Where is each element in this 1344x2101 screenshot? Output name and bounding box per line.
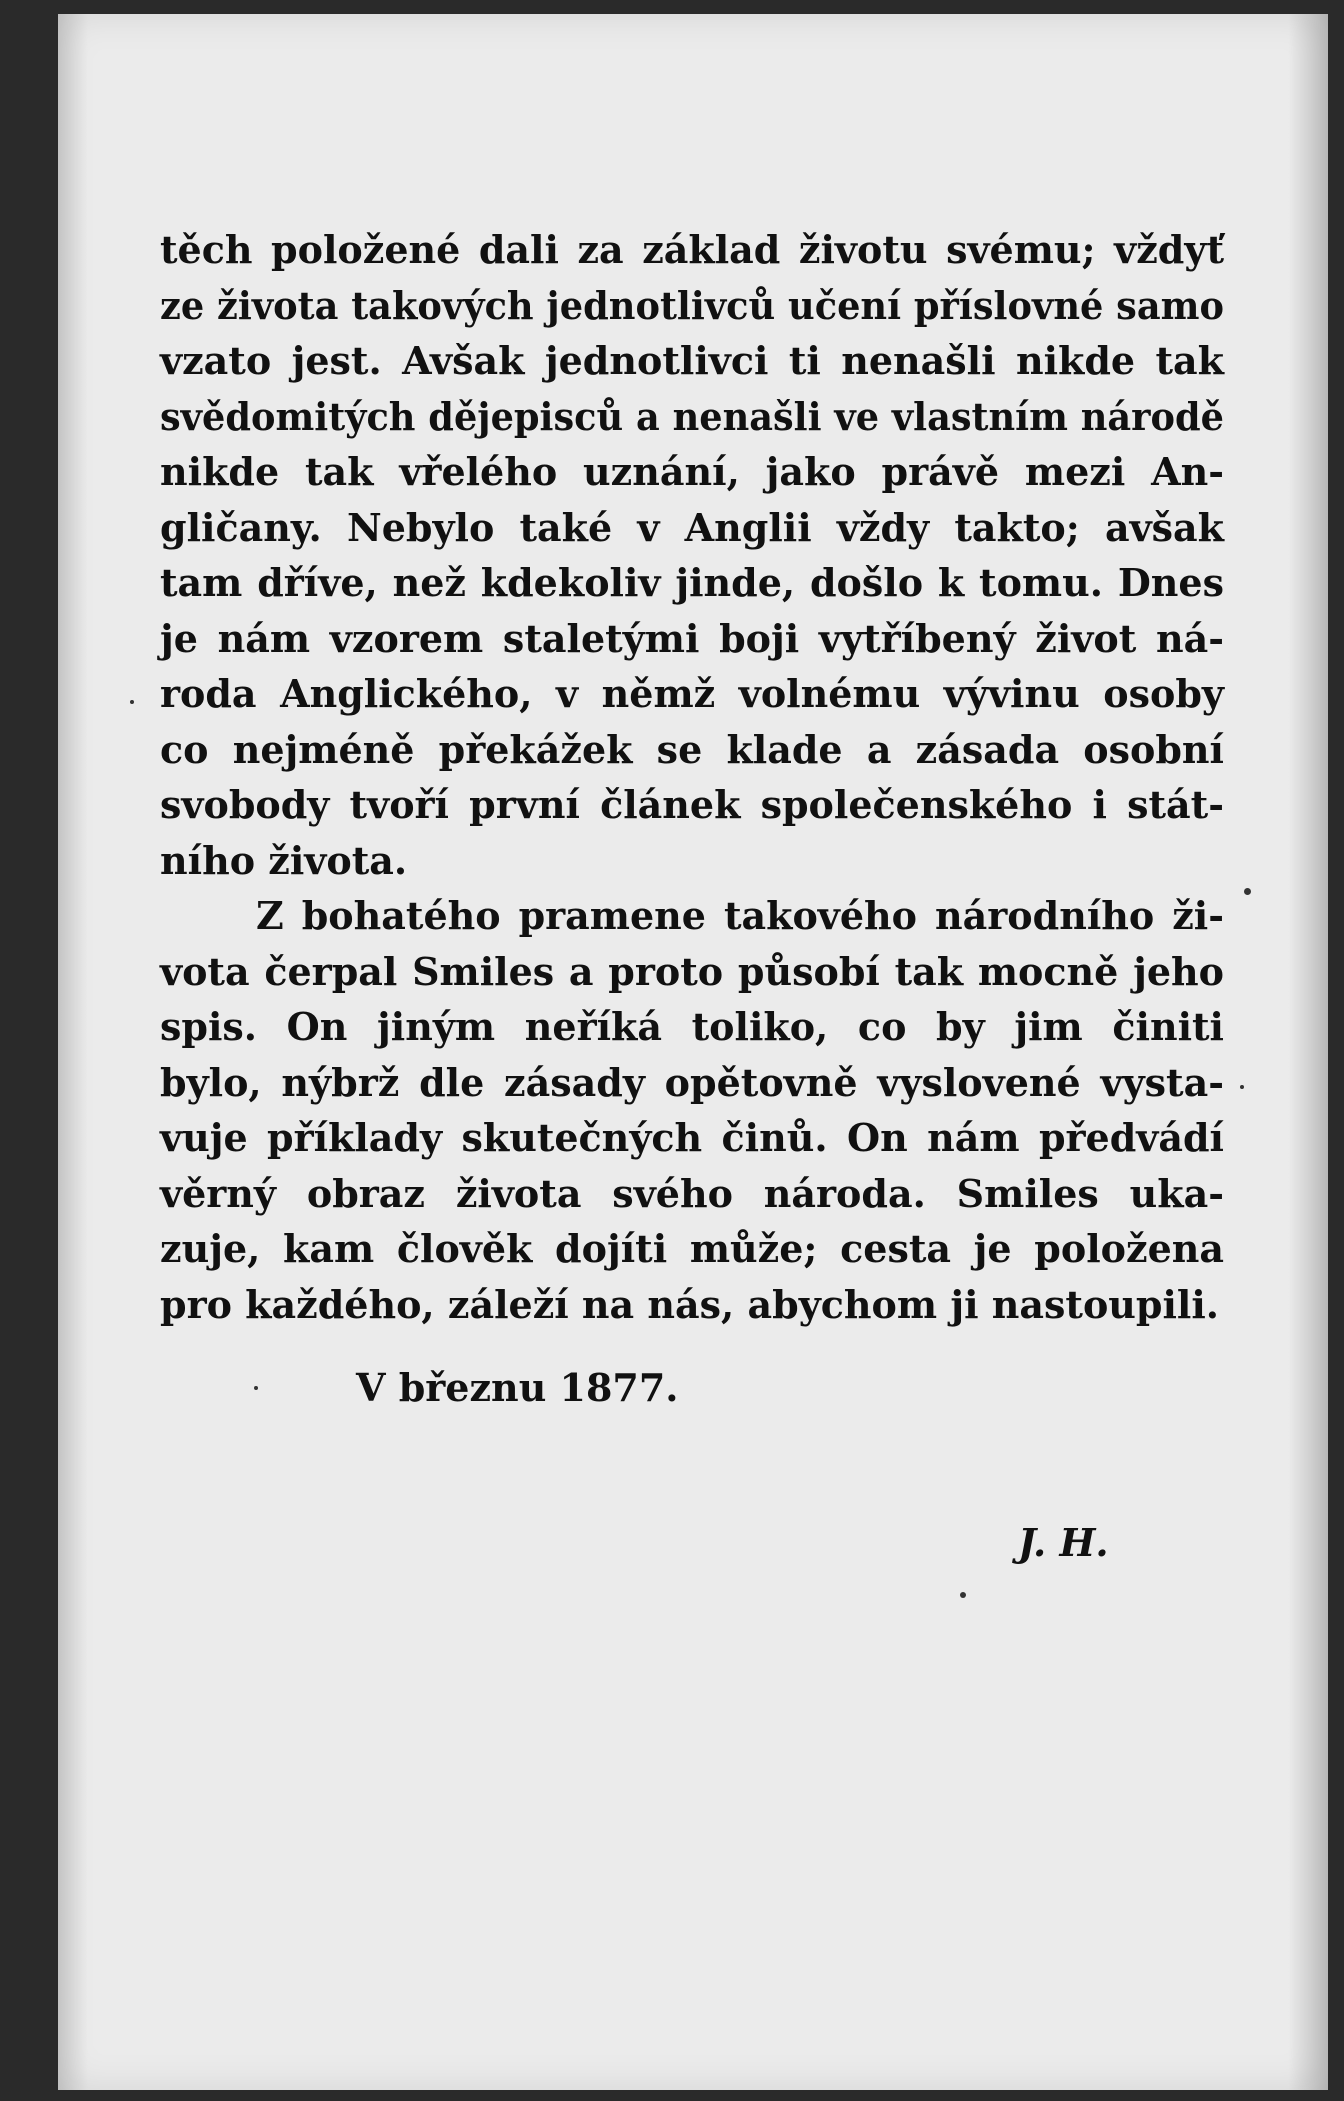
text-line: spis. On jiným neříká toliko, co by jim činiti [160, 1004, 1224, 1049]
text-line: roda Anglického, v němž volnému vývinu osoby [160, 671, 1224, 716]
text-line: těch položené dali za základ životu svému; vždyť [160, 227, 1224, 272]
body-text [160, 222, 1224, 1332]
text-line: co nejméně překážek se klade a zásada osobní [160, 726, 1224, 772]
print-speck [960, 1592, 966, 1598]
text-line: ního života. [160, 837, 408, 883]
print-speck [1240, 1085, 1244, 1089]
print-speck [254, 1386, 258, 1390]
text-line: gličany. Nebylo také v Anglii vždy takto; avšak [160, 504, 1224, 550]
text-line: vzato jest. Avšak jednotlivci ti nenašli nikde tak [160, 338, 1224, 383]
text-line: zuje, kam člověk dojíti může; cesta je položena [160, 1226, 1224, 1271]
page-left-edge-shadow [58, 14, 88, 2090]
page-spine-shadow [1288, 14, 1328, 2090]
date-line: V březnu 1877. [356, 1365, 679, 1410]
print-speck [130, 700, 134, 704]
text-line: vota čerpal Smiles a proto působí tak mocně jeho [160, 948, 1224, 994]
text-line: tam dříve, než kdekoliv jinde, došlo k tomu. Dnes [160, 560, 1224, 605]
text-line: bylo, nýbrž dle zásady opětovně vyslovené vysta- [160, 1059, 1224, 1105]
text-line: Z bohatého pramene takového národního ži- [256, 893, 1224, 938]
signature-initials: J. H. [1018, 1520, 1109, 1565]
text-line: věrný obraz života svého národa. Smiles uka- [160, 1170, 1224, 1216]
text-line: svědomitých dějepisců a nenašli ve vlastním národě [160, 393, 1224, 439]
text-line: nikde tak vřelého uznání, jako právě mezi An- [160, 449, 1224, 494]
text-line: je nám vzorem staletými boji vytříbený život ná- [160, 615, 1224, 661]
text-line: vuje příklady skutečných činů. On nám předvádí [160, 1115, 1224, 1160]
text-line: pro každého, záleží na nás, abychom ji nastoupili. [160, 1281, 1220, 1327]
text-line: svobody tvoří první článek společenského i stát- [160, 782, 1224, 827]
text-line: ze života takových jednotlivců učení příslovné samo [160, 282, 1225, 328]
print-speck [1244, 888, 1251, 895]
